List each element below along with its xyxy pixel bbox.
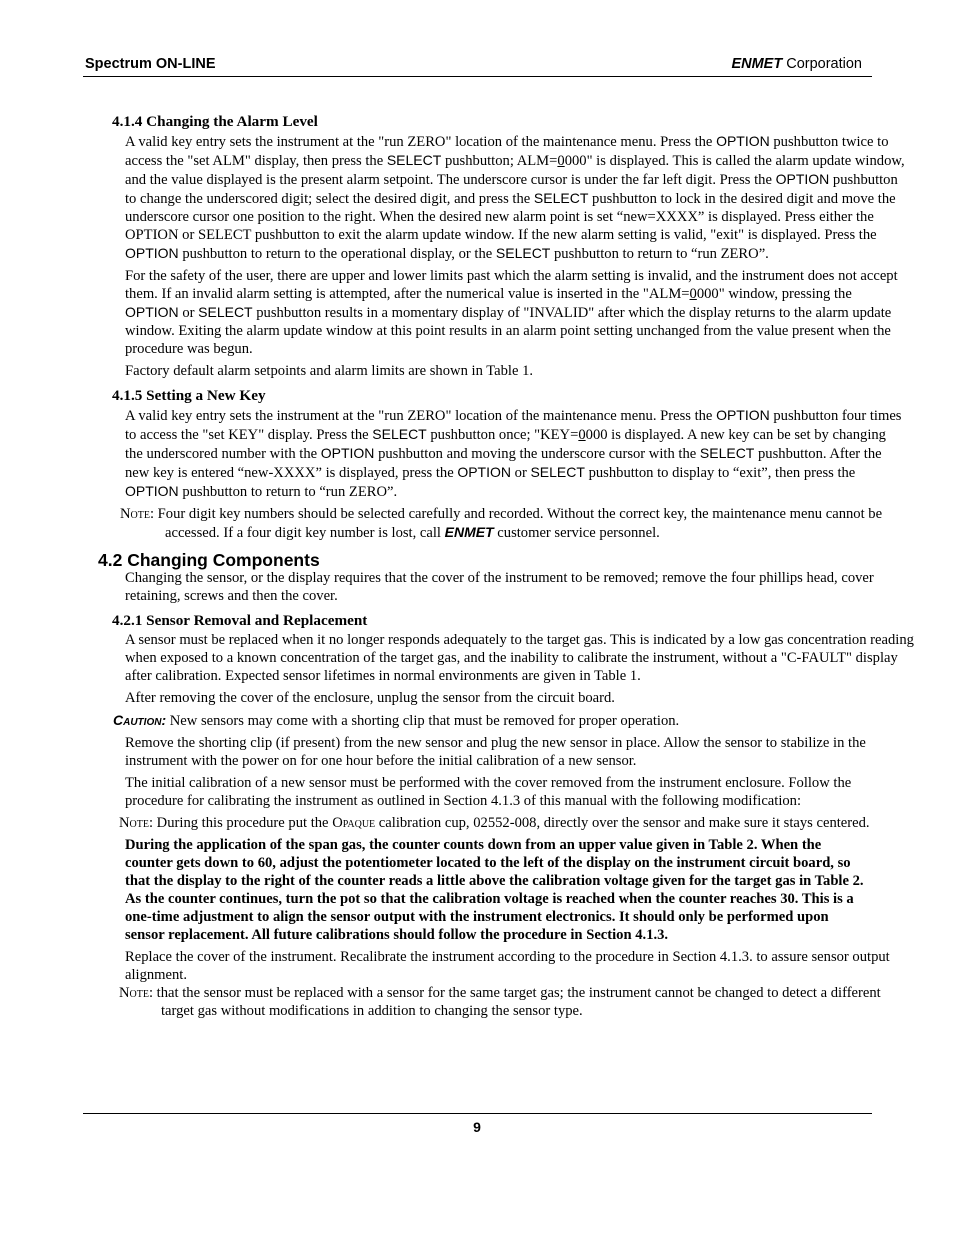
header-brand: ENMET bbox=[731, 56, 783, 72]
header-product-name: Spectrum ON-LINE bbox=[85, 56, 216, 72]
bold-procedure-paragraph: During the application of the span gas, the counter counts down from an upper value given in Table 2. When the counter gets down to 60, adjust the potentiometer located to the left of the display on the instrument circuit board, so that the display to the right of the counter reads a little above the calibration voltage given for the target gas in Table 2. As the counter continues, turn the pot so that the calibration voltage is reached when the counter reaches 30. This is a one-time adjustment to align the sensor output with the instrument electronics. It should only be performed upon sensor replacement. All future calibrations should follow the procedure in Section 4.1.3. bbox=[125, 837, 864, 943]
heading-4-1-5: 4.1.5 Setting a New Key bbox=[112, 387, 266, 404]
note-label: Note bbox=[120, 506, 150, 522]
paragraph-4-1-4-2: For the safety of the user, there are upper and lower limits past which the alarm setting is invalid, and the instrument does not accept them. If an invalid alarm setting is attempted, after the numerical value is inserted in the "ALM=0000" window, pressing the OPTION or SELECT pushbutton results in a momentary display of "INVALID" after which the display returns to the alarm update window. Exiting the alarm update window at this point results in an alarm point setting unchanged from the value present when the procedure was begun. bbox=[125, 268, 898, 357]
paragraph-4-2-1-2: After removing the cover of the enclosure, unplug the sensor from the circuit board. bbox=[125, 690, 615, 706]
heading-4-2: 4.2 Changing Components bbox=[98, 550, 320, 570]
caution-note: Caution: New sensors may come with a shorting clip that must be removed for proper operation. bbox=[113, 712, 680, 729]
note-4-1-5: Note: Four digit key numbers should be selected carefully and recorded. Without the correct key, the maintenance menu cannot be accessed. If a four digit key number is lost, call ENMET customer service personnel. bbox=[120, 506, 883, 541]
footer-rule bbox=[83, 1113, 872, 1114]
paragraph-4-1-5-1: A valid key entry sets the instrument at the "run ZERO" location of the maintenance menu. Press the OPTION pushbutton four times to access the "set KEY" display. Press the SELECT pushbutton once; "KEY=0000 is displayed. A new key can be set by changing the underscored number with the OPTION pushbutton and moving the underscore cursor with the SELECT pushbutton. After the new key is entered “new-XXXX” is displayed, press the OPTION or SELECT pushbutton to display to “exit”, then press the OPTION pushbutton to return to “run ZERO”. bbox=[125, 407, 902, 500]
header-company bbox=[731, 56, 862, 72]
note-4-2-1-a: Note: During this procedure put the Opaque calibration cup, 02552-008, directly over the sensor and make sure it stays centered. bbox=[119, 815, 870, 831]
paragraph-4-1-4-3: Factory default alarm setpoints and alarm limits are shown in Table 1. bbox=[125, 363, 534, 379]
paragraph-4-1-4-1: A valid key entry sets the instrument at the "run ZERO" location of the maintenance menu. Press the OPTION pushbutton twice to access the "set ALM" display, then press the SELECT pushbutton; ALM=0000" is displayed. This is called the alarm update window, and the value displayed is the present alarm setpoint. The underscore cursor is under the far left digit. Press the OPTION pushbutton to change the underscored digit; select the desired digit, and press the SELECT pushbutton to lock in the desired digit and move the underscore cursor one position to the right. When the desired new alarm point is set “new=XXXX” is displayed. Press either the OPTION or SELECT pushbutton to exit the alarm update window. If the new alarm setting is valid, "exit" is displayed. Press the OPTION pushbutton to return to the operational display, or the SELECT pushbutton to return to “run ZERO”. bbox=[125, 133, 905, 262]
note-label: Note bbox=[119, 815, 149, 831]
paragraph-4-2-1-1: A sensor must be replaced when it no longer responds adequately to the target gas. This is indicated by a low gas concentration reading when exposed to a known concentration of the target gas, and the inability to calibrate the instrument, without a "C-FAULT" display after calibration. Expected sensor lifetimes in normal environments are given in Table 1. bbox=[125, 632, 914, 684]
document-body bbox=[83, 112, 913, 1024]
note-4-2-1-b: Note: that the sensor must be replaced with a sensor for the same target gas; the instrument cannot be changed to detect a different target gas without modifications in addition to changing the sensor type. bbox=[119, 985, 881, 1019]
running-header bbox=[83, 56, 872, 76]
header-rule bbox=[83, 76, 872, 77]
caution-label: Caution: bbox=[113, 712, 167, 728]
header-company-rest: Corporation bbox=[782, 56, 862, 72]
paragraph-4-2-1: Changing the sensor, or the display requires that the cover of the instrument to be removed; remove the four phillips head, cover retaining, screws and then the cover. bbox=[125, 570, 874, 604]
heading-4-2-1: 4.2.1 Sensor Removal and Replacement bbox=[112, 612, 368, 629]
page-number: 9 bbox=[473, 1119, 481, 1135]
paragraph-4-2-1-5: Replace the cover of the instrument. Recalibrate the instrument according to the procedure in Section 4.1.3. to assure sensor output alignment. bbox=[125, 949, 890, 983]
paragraph-4-2-1-4: The initial calibration of a new sensor must be performed with the cover removed from the instrument enclosure. Follow the procedure for calibrating the instrument as outlined in Section 4.1.3 of this manual with the following modification: bbox=[125, 775, 852, 809]
note-label: Note bbox=[119, 985, 149, 1001]
heading-4-1-4: 4.1.4 Changing the Alarm Level bbox=[112, 113, 318, 130]
paragraph-4-2-1-3: Remove the shorting clip (if present) from the new sensor and plug the new sensor in place. Allow the sensor to stabilize in the instrument with the power on for one hour before the initial calibration of a new sensor. bbox=[125, 735, 866, 769]
